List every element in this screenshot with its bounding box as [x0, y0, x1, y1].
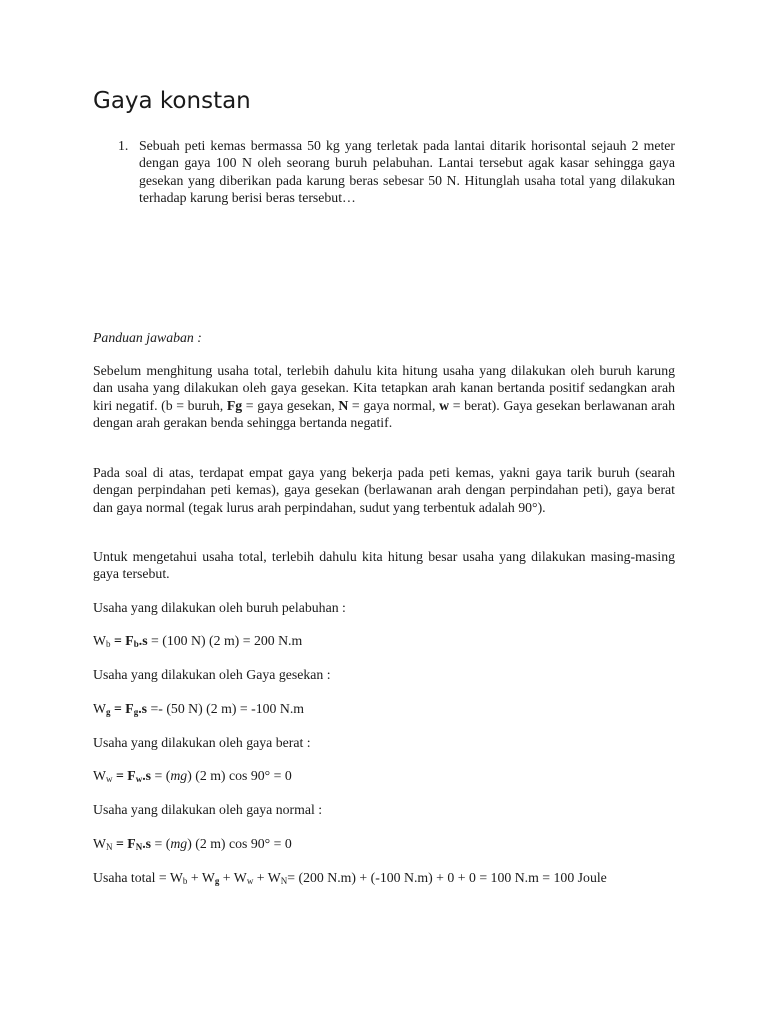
eq-berat-mg: mg [170, 768, 188, 783]
total-sub-b: b [182, 876, 188, 886]
total-plus-1: + W [187, 870, 215, 885]
eq-gesekan-equals: = [110, 701, 126, 716]
eq-berat-result: ) (2 m) cos 90° = 0 [187, 768, 292, 783]
eq-gesekan-result: =- (50 N) (2 m) = -100 N.m [147, 701, 305, 716]
problem-text: Sebuah peti kemas bermassa 50 kg yang terletak pada lantai ditarik horisontal sejauh 2 meter dengan gaya 100 N oleh seorang buruh pelabuhan. Lantai tersebut agak kasar sehingga gaya gesekan yang diberikan pada karung beras sebesar 50 N. Hitunglah usaha total yang dilakukan terhadap karung berisi beras tersebut… [139, 138, 675, 206]
eq-berat-f-sub: w [135, 774, 143, 784]
eq-berat-w-sub: w [106, 774, 113, 784]
eq-gesekan-s: .s [138, 701, 148, 716]
eq-gesekan-f-sub: g [133, 707, 139, 717]
symbol-fg: Fg [226, 397, 243, 413]
total-result: = (200 N.m) + (-100 N.m) + 0 + 0 = 100 N.m = 100 Joule [287, 870, 607, 885]
eq-berat-equals: = [112, 768, 128, 783]
eq-gesekan-f: F [125, 701, 134, 716]
guide-heading: Panduan jawaban : [93, 330, 202, 345]
eq-normal-w: W [93, 836, 107, 851]
paragraph-intro-part-d: = berat). Gaya gesekan berlawanan arah dengan arah gerakan benda sehingga bertanda negatif. [93, 397, 676, 431]
eq-buruh-w-sub: b [106, 639, 111, 649]
label-work-buruh: Usaha yang dilakukan oleh buruh pelabuhan : [93, 600, 346, 615]
eq-gesekan-w-sub: g [106, 707, 111, 717]
eq-berat-mid: = ( [151, 768, 171, 783]
eq-normal-result: ) (2 m) cos 90° = 0 [187, 836, 292, 851]
paragraph-intro-part-c: = gaya normal, [348, 397, 440, 413]
eq-buruh-result: = (100 N) (2 m) = 200 N.m [147, 633, 303, 648]
eq-normal-mg: mg [170, 836, 188, 851]
total-plus-3: + W [253, 870, 281, 885]
total-sub-n: N [280, 876, 288, 886]
eq-normal-f-sub: N [135, 842, 143, 852]
eq-buruh-s: .s [138, 633, 148, 648]
eq-normal-w-sub: N [106, 842, 113, 852]
paragraph-method: Untuk mengetahui usaha total, terlebih dahulu kita hitung besar usaha yang dilakukan masing-masing gaya tersebut. [93, 549, 675, 582]
eq-gesekan-w: W [93, 701, 107, 716]
equation-work-buruh [93, 632, 693, 649]
paragraph-intro [93, 362, 675, 432]
equation-work-normal [93, 835, 693, 852]
page-title: Gaya konstan [93, 88, 251, 114]
total-part-a: Usaha total = W [93, 870, 183, 885]
eq-buruh-f-sub: b [133, 639, 139, 649]
eq-normal-equals: = [112, 836, 128, 851]
label-work-normal: Usaha yang dilakukan oleh gaya normal : [93, 802, 323, 817]
total-plus-2: + W [219, 870, 247, 885]
label-work-berat: Usaha yang dilakukan oleh gaya berat : [93, 735, 311, 750]
eq-buruh-f: F [125, 633, 134, 648]
eq-berat-f: F [127, 768, 136, 783]
equation-work-berat [93, 767, 693, 784]
eq-buruh-equals: = [110, 633, 126, 648]
eq-normal-s: .s [142, 836, 152, 851]
problem-number: 1. [118, 138, 129, 153]
eq-berat-s: .s [142, 768, 152, 783]
total-sub-g: g [214, 876, 220, 886]
paragraph-forces: Pada soal di atas, terdapat empat gaya yang bekerja pada peti kemas, yakni gaya tarik buruh (searah dengan perpindahan peti kemas), gaya gesekan (berlawanan arah dengan perpindahan peti), gaya berat dan gaya normal (tegak lurus arah perpindahan, sudut yang terbentuk adalah 90°). [93, 465, 675, 515]
symbol-w: w [439, 397, 450, 413]
symbol-n: N [338, 397, 349, 413]
eq-berat-w: W [93, 768, 107, 783]
eq-buruh-w: W [93, 633, 107, 648]
equation-total-work [93, 869, 693, 886]
problem-item [118, 137, 675, 207]
eq-normal-f: F [127, 836, 136, 851]
label-work-gesekan: Usaha yang dilakukan oleh Gaya gesekan : [93, 667, 331, 682]
eq-normal-mid: = ( [151, 836, 171, 851]
paragraph-intro-part-a: Sebelum menghitung usaha total, terlebih dahulu kita hitung usaha yang dilakukan oleh buruh karung dan usaha yang dilakukan oleh gaya gesekan. Kita tetapkan arah kanan bertanda positif sedangkan arah kiri negatif. (b = buruh, [93, 363, 675, 413]
paragraph-intro-part-b: = gaya gesekan, [242, 397, 339, 413]
total-sub-w: w [246, 876, 254, 886]
equation-work-gesekan [93, 700, 693, 717]
